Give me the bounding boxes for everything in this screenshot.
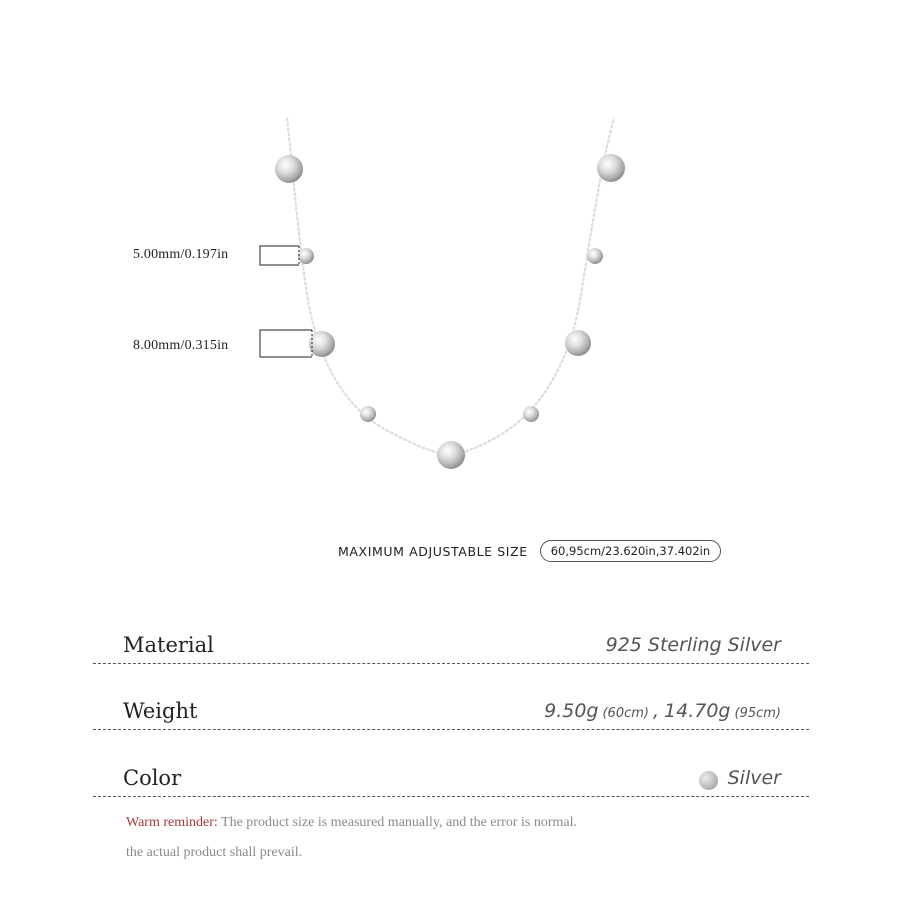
pearl-bead	[523, 406, 539, 422]
max-size-row	[338, 537, 721, 565]
reminder-line-2: the actual product shall prevail.	[126, 845, 303, 860]
large-bead-size-label: 8.00mm/0.315in	[133, 338, 229, 353]
max-size-title: MAXIMUM ADJUSTABLE SIZE	[338, 543, 528, 559]
pearl-bead	[597, 154, 625, 182]
reminder-line-1	[126, 815, 577, 831]
spec-row-weight	[93, 689, 809, 730]
material-value: 925 Sterling Silver	[605, 634, 781, 656]
large-bead-dimension-bracket	[260, 330, 312, 357]
small-bead-size-label: 5.00mm/0.197in	[133, 247, 229, 262]
pearl-bead	[275, 155, 303, 183]
weight-note-95cm: (95cm)	[734, 706, 781, 721]
silver-swatch-icon	[699, 771, 718, 790]
pearl-bead	[565, 330, 591, 356]
pearl-bead	[298, 248, 314, 264]
pearl-bead	[437, 441, 465, 469]
small-bead-dimension-bracket	[260, 246, 299, 265]
spec-row-material	[93, 623, 809, 664]
reminder-text-1: The product size is measured manually, and the error is normal.	[217, 815, 578, 830]
max-size-value-badge: 60,95cm/23.620in,37.402in	[540, 540, 721, 562]
weight-separator: ,	[652, 700, 660, 722]
color-value	[699, 767, 781, 789]
pearl-bead	[309, 331, 335, 357]
weight-value-95cm: 14.70g	[664, 700, 731, 722]
weight-label: Weight	[123, 699, 198, 723]
material-label: Material	[123, 633, 214, 657]
pearl-bead	[587, 248, 603, 264]
spec-row-color	[93, 756, 809, 797]
pearl-bead	[360, 406, 376, 422]
color-label: Color	[123, 766, 182, 790]
weight-note-60cm: (60cm)	[602, 706, 649, 721]
weight-value	[544, 700, 781, 722]
reminder-prefix: Warm reminder:	[126, 815, 218, 830]
chain	[287, 118, 614, 455]
weight-value-60cm: 9.50g	[544, 700, 599, 722]
color-value-text: Silver	[727, 767, 781, 789]
